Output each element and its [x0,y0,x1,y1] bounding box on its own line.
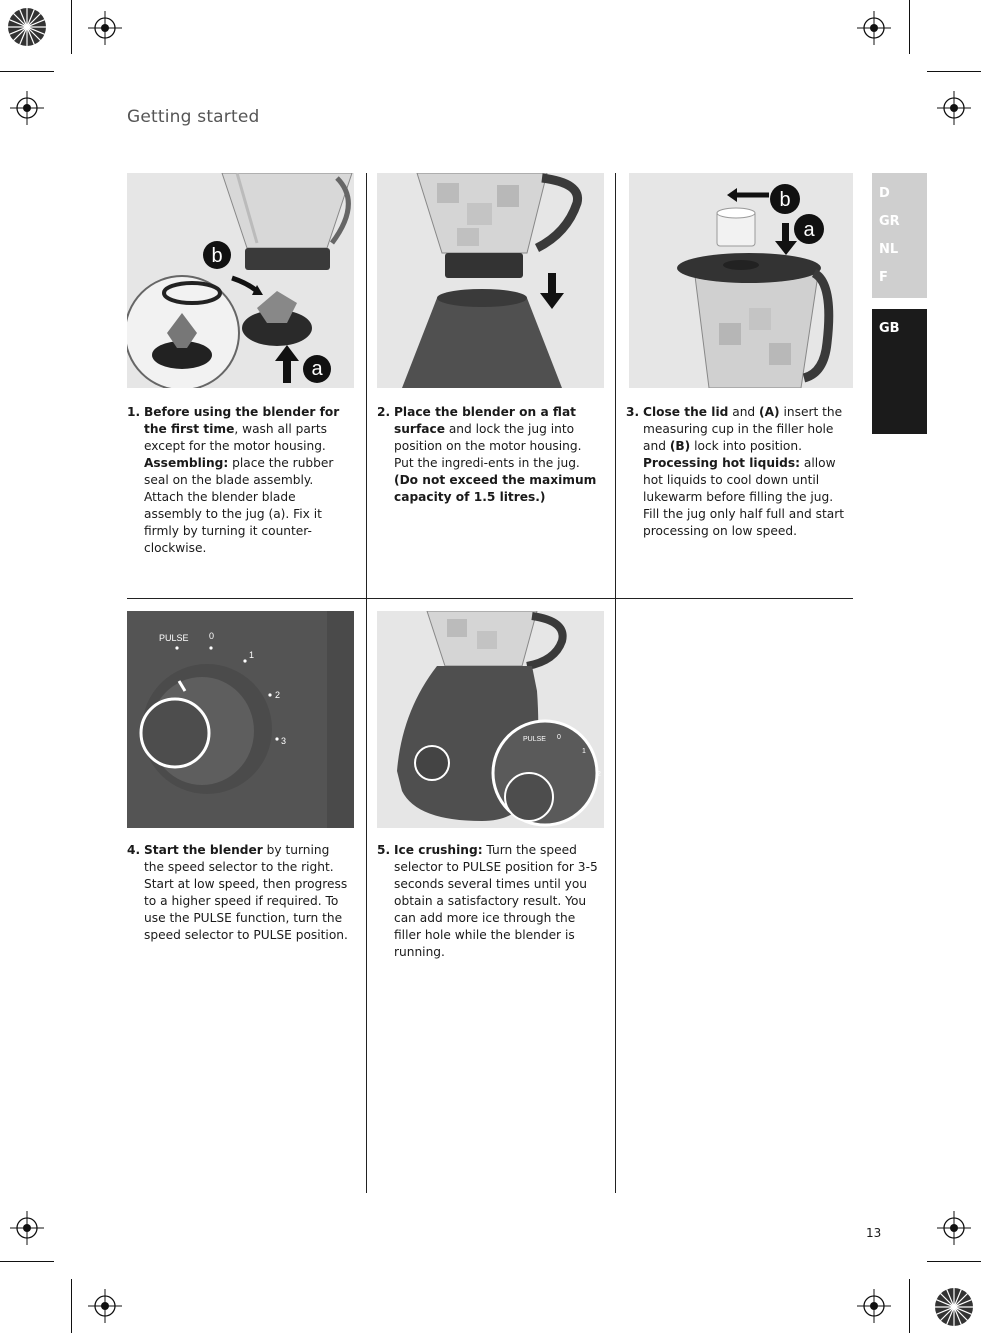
crop-line [0,1261,54,1262]
crop-line [0,71,54,72]
step-text-bold: Place the blender on a flat surface [394,405,577,436]
step-text [144,404,353,557]
figure-speed-selector [127,611,354,828]
dial-label: 0 [209,631,215,641]
language-tab-label: GB [879,321,900,336]
label-b: b [779,189,791,211]
label-b: b [211,245,223,267]
dial-label: 1 [582,748,586,755]
dial-label: 2 [597,771,601,778]
step-text-run: allow hot liquids to cool down until lukewarm before filling the jug. Fill the jug only half full and start processing on low speed. [643,456,844,538]
figure-blade-assembly [127,173,354,388]
figure-jug-on-base [377,173,604,388]
step-1 [127,404,353,557]
crosshair-mark-icon [857,1289,891,1323]
language-tab-active[interactable] [872,309,927,434]
step-2 [377,404,603,506]
crosshair-mark-icon [10,1211,44,1245]
step-3 [626,404,852,540]
step-text-run: Turn the speed selector to PULSE position for 3-5 seconds several times until you obtain a satisfactory result. You can add more ice through the filler hole while the blender is running. [394,843,598,959]
page-title: Getting started [127,107,260,127]
crop-line [71,1279,72,1333]
step-text-bold: Start the blender [144,843,263,857]
step-text-bold: Assembling: [144,456,229,470]
step-text [394,842,603,961]
dial-label: 2 [275,690,281,700]
registration-mark-icon [6,6,48,48]
registration-mark-icon [933,1286,975,1328]
dial-label: 1 [249,650,255,660]
column-divider [615,173,616,1193]
crop-line [927,1261,981,1262]
step-text-bold: (B) [669,439,691,453]
language-tab[interactable]: F [879,270,888,285]
dial-label: PULSE [159,633,189,643]
step-text-run: lock into position. [690,439,802,453]
step-number: 4. [127,843,141,857]
crosshair-mark-icon [857,11,891,45]
step-text-run: by turning the speed selector to the right. Start at low speed, then progress to a higher speed if required. To use the PULSE function, turn the speed selector to PULSE position. [144,843,348,942]
step-text-run: insert the measuring cup in the filler hole and [643,405,843,453]
crosshair-mark-icon [937,1211,971,1245]
label-a: a [311,358,323,380]
step-text-bold: Before using the blender for the first time [144,405,340,436]
crosshair-mark-icon [937,91,971,125]
crosshair-mark-icon [10,91,44,125]
step-4 [127,842,353,944]
crop-line [927,71,981,72]
crop-line [909,0,910,54]
label-a: a [803,219,815,241]
language-tab[interactable]: GR [879,214,900,229]
language-tab[interactable]: D [879,186,890,201]
column-divider [366,173,367,1193]
step-text-bold: (A) [759,405,780,419]
step-text [643,404,852,540]
step-text [144,842,353,944]
step-text-bold: (Do not exceed the maximum capacity of 1.5 litres.) [394,473,597,504]
step-text-bold: Processing hot liquids: [643,456,801,470]
dial-label: 0 [557,734,561,741]
dial-label: PULSE [523,736,546,743]
step-number: 5. [377,843,391,857]
step-text-bold: Close the lid [643,405,729,419]
step-text-run: and lock the jug into position on the motor housing. Put the ingredi-ents in the jug. [394,422,582,470]
step-text-run: and [728,405,760,419]
step-number: 2. [377,405,391,419]
step-5 [377,842,603,961]
step-number: 1. [127,405,141,419]
figure-ice-crushing [377,611,604,828]
figure-lid-measuring-cup [629,173,853,388]
step-text-run: place the rubber seal on the blade assembly. Attach the blender blade assembly to the jug (a). Fix it firmly by turning it counter-clockwise. [144,456,334,555]
language-tab[interactable]: NL [879,242,899,257]
step-text-bold: Ice crushing: [394,843,483,857]
language-tabs [872,173,927,298]
crosshair-mark-icon [88,11,122,45]
step-text [394,404,603,506]
step-text-run: , wash all parts except for the motor housing. [144,422,327,453]
page-number: 13 [866,1226,882,1240]
crosshair-mark-icon [88,1289,122,1323]
step-number: 3. [626,405,640,419]
crop-line [71,0,72,54]
dial-label: 3 [281,736,287,746]
row-divider [127,598,853,599]
crop-line [909,1279,910,1333]
